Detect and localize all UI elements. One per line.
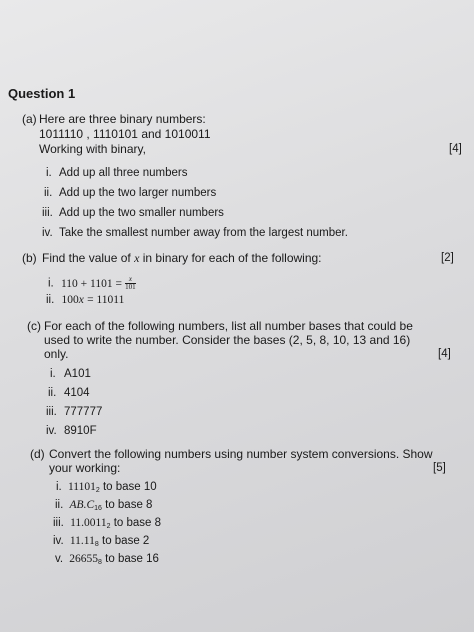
- part-d-item-rest: to base 8: [105, 499, 153, 511]
- part-a-item-text: Add up all three numbers: [59, 167, 188, 179]
- part-b-item-num: i.: [48, 277, 54, 290]
- part-b-variable: x: [134, 251, 140, 265]
- part-a-item-num: iv.: [42, 227, 53, 239]
- part-a-item-text: Add up the two larger numbers: [59, 187, 217, 199]
- part-d-item-num: v.: [55, 553, 64, 565]
- part-b-fraction: [125, 276, 136, 291]
- part-a-item-num: i.: [46, 167, 52, 179]
- part-c-marks: [4]: [438, 348, 451, 360]
- part-c-item-text: A101: [64, 368, 91, 380]
- part-a-item-text: Take the smallest number away from the largest number.: [59, 227, 348, 239]
- fraction-denominator: 101: [125, 283, 136, 291]
- part-d-item-rest: to base 2: [102, 535, 150, 547]
- part-d-item-num: i.: [56, 481, 62, 493]
- part-d-marks: [5]: [433, 462, 446, 474]
- part-d-item-4: [53, 535, 149, 548]
- part-a-item-num: ii.: [44, 187, 53, 199]
- part-d-item-num: iv.: [53, 535, 64, 547]
- part-c-item-text: 777777: [64, 406, 103, 418]
- part-d-item-value: AB.C: [69, 499, 95, 511]
- part-d-label: (d): [30, 447, 45, 461]
- part-c-label: (c): [27, 319, 41, 333]
- part-d-line1: Convert the following numbers using number system conversions. Show: [49, 447, 433, 461]
- part-a-line2: 1011110 , 1110101 and 1010011: [39, 127, 211, 141]
- part-d-item-rest: to base 10: [102, 481, 157, 493]
- part-c-line2: used to write the number. Consider the bases (2, 5, 8, 10, 13 and 16): [44, 333, 411, 347]
- part-b-item-lhs-var: x: [78, 294, 84, 306]
- part-c-item-text: 8910F: [64, 425, 97, 437]
- part-d-item-2: [55, 499, 152, 512]
- part-a-line3: Working with binary,: [39, 142, 146, 156]
- part-c-item-num: i.: [50, 368, 56, 380]
- part-d-item-3: [53, 517, 161, 530]
- part-d-item-value: 11.11: [69, 535, 95, 547]
- part-d-item-num: iii.: [53, 517, 64, 529]
- part-d-item-1: [56, 481, 157, 494]
- part-c-item-num: iii.: [46, 406, 57, 418]
- part-d-item-value: 11.0011: [70, 517, 107, 529]
- part-c-item-num: ii.: [48, 387, 57, 399]
- part-d-line2: your working:: [49, 461, 121, 475]
- part-a-item-num: iii.: [42, 207, 53, 219]
- part-b-marks: [2]: [441, 252, 454, 264]
- part-b-item-num: ii.: [46, 294, 55, 306]
- part-a-item-text: Add up the two smaller numbers: [59, 207, 224, 219]
- part-d-item-rest: to base 16: [105, 553, 159, 565]
- part-c-item-num: iv.: [46, 425, 57, 437]
- part-d-item-base: 8: [94, 541, 99, 548]
- part-b-item-lhs-number: 100: [61, 294, 79, 306]
- part-d-item-value: 11101: [67, 481, 96, 493]
- part-c-line1: For each of the following numbers, list all number bases that could be: [44, 319, 413, 333]
- part-d-item-num: ii.: [55, 499, 64, 511]
- part-d-item-base: 8: [98, 559, 102, 566]
- part-d-item-5: [55, 553, 159, 566]
- part-c-item-text: 4104: [64, 387, 90, 399]
- question-title: Question 1: [8, 86, 76, 101]
- part-b-item-lhs: 110 + 1101 =: [60, 277, 122, 290]
- part-d-item-rest: to base 8: [113, 517, 162, 529]
- part-a-line1: Here are three binary numbers:: [39, 112, 206, 126]
- part-c-line3: only.: [44, 347, 69, 361]
- part-b-item-2: [46, 294, 124, 307]
- part-d-item-base: 16: [94, 505, 102, 512]
- part-a-label: (a): [22, 112, 37, 126]
- part-b-item-rhs: = 11011: [87, 294, 125, 306]
- part-b-question: [42, 251, 322, 265]
- part-b-item-1: [48, 276, 136, 291]
- part-b-text-before: Find the value of: [42, 251, 131, 265]
- fraction-numerator: x: [125, 276, 136, 284]
- part-a-marks: [4]: [449, 143, 462, 155]
- part-b-text-after: in binary for each of the following:: [142, 251, 322, 265]
- part-d-item-value: 26655: [69, 553, 99, 565]
- part-d-item-base: 2: [106, 523, 111, 530]
- part-d-item-base: 2: [95, 487, 100, 494]
- part-b-label: (b): [22, 251, 37, 265]
